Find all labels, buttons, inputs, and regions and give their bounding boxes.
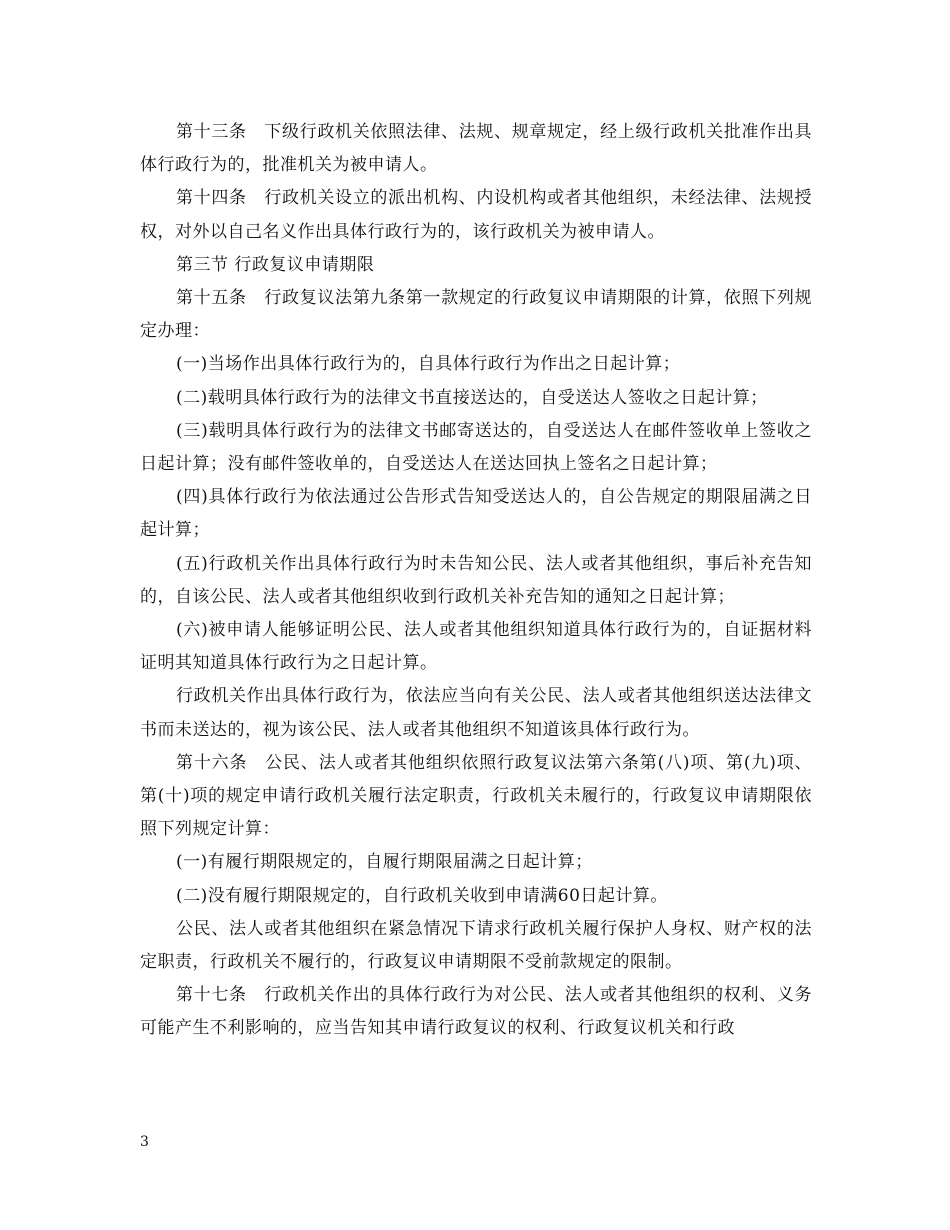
paragraph-16-note: 公民、法人或者其他组织在紧急情况下请求行政机关履行保护人身权、财产权的法定职责，行政机关不履行的，行政复议申请期限不受前款规定的限制。 — [140, 918, 812, 973]
paragraph-article-17: 第十七条 行政机关作出的具体行政行为对公民、法人或者其他组织的权利、义务可能产生不利影响的，应当告知其申请行政复议的权利、行政复议机关和行政 — [140, 985, 812, 1039]
list-item-15-3: (三)载明具体行政行为的法律文书邮寄送达的，自受送达人在邮件签收单上签收之日起计算；没有邮件签收单的，自受送达人在送达回执上签名之日起计算； — [140, 420, 812, 475]
paragraph-article-13: 第十三条 下级行政机关依照法律、法规、规章规定，经上级行政机关批准作出具体行政行为的，批准机关为被申请人。 — [140, 122, 812, 176]
page-number: 3 — [140, 1134, 149, 1150]
paragraph-15-note: 行政机关作出具体行政行为，依法应当向有关公民、法人或者其他组织送达法律文书而未送达的，视为该公民、法人或者其他组织不知道该具体行政行为。 — [140, 686, 812, 740]
list-item-15-5: (五)行政机关作出具体行政行为时未告知公民、法人或者其他组织，事后补充告知的，自该公民、法人或者其他组织收到行政机关补充告知的通知之日起计算； — [140, 553, 812, 607]
list-item-15-1: (一)当场作出具体行政行为的，自具体行政行为作出之日起计算； — [176, 354, 681, 375]
paragraph-article-15: 第十五条 行政复议法第九条第一款规定的行政复议申请期限的计算，依照下列规定办理： — [140, 288, 812, 342]
list-item-16-1: (一)有履行期限规定的，自履行期限届满之日起计算； — [176, 852, 593, 873]
list-item-15-6: (六)被申请人能够证明公民、法人或者其他组织知道具体行政行为的，自证据材料证明其知道具体行政行为之日起计算。 — [140, 620, 812, 674]
document-body — [140, 116, 812, 1046]
paragraph-article-14: 第十四条 行政机关设立的派出机构、内设机构或者其他组织，未经法律、法规授权，对外以自己名义作出具体行政行为的，该行政机关为被申请人。 — [140, 188, 812, 242]
section-heading: 第三节 行政复议申请期限 — [176, 254, 375, 275]
list-item-15-2: (二)载明具体行政行为的法律文书直接送达的，自受送达人签收之日起计算； — [176, 387, 768, 408]
list-item-15-4: (四)具体行政行为依法通过公告形式告知受送达人的，自公告规定的期限届满之日起计算； — [140, 487, 812, 541]
list-item-16-2: (二)没有履行期限规定的，自行政机关收到申请满60日起计算。 — [176, 885, 668, 906]
paragraph-article-16: 第十六条 公民、法人或者其他组织依照行政复议法第六条第(八)项、第(九)项、第(十)项的规定申请行政机关履行法定职责，行政机关未履行的，行政复议申请期限依照下列规定计算： — [140, 752, 812, 840]
